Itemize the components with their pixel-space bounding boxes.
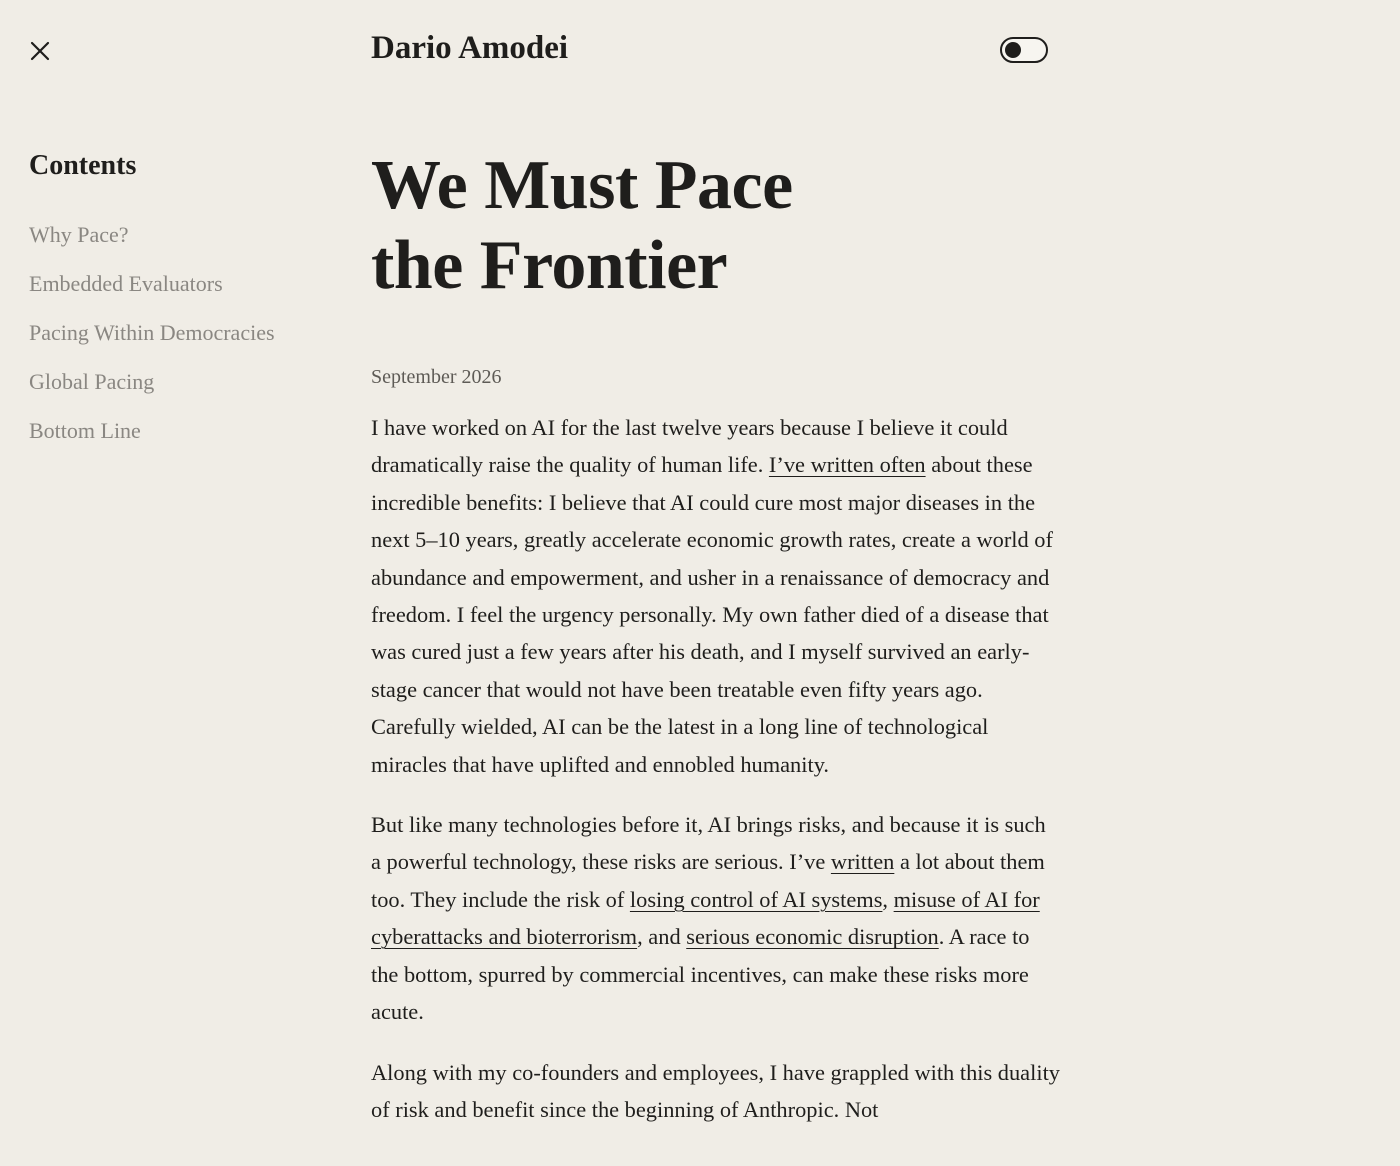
article-paragraph-1	[371, 409, 1061, 783]
toc-link-why-pace[interactable]: Why Pace?	[29, 222, 129, 247]
paragraph-text: But like many technologies before it, AI brings risks, and because it is such a powerful technology, these risks are serious. I’ve	[371, 812, 1046, 875]
link-misuse-of-ai[interactable]: misuse of AI for cyberattacks and bioterrorism	[371, 886, 1040, 950]
article-title: We Must Pace the Frontier	[371, 147, 793, 304]
toc-link-embedded-evaluators[interactable]: Embedded Evaluators	[29, 271, 223, 296]
paragraph-text: , and	[637, 924, 687, 950]
paragraph-text: ,	[882, 886, 894, 912]
toc-item	[29, 314, 279, 351]
paragraph-text: Along with my co-founders and employees, I have grappled with this duality of risk and benefit since the beginning of Anthropic. Not	[371, 1059, 1060, 1122]
site-title[interactable]: Dario Amodei	[371, 30, 569, 66]
link-losing-control[interactable]: losing control of AI systems	[629, 886, 883, 912]
paragraph-text: I have worked on AI for the last twelve years because I believe it could dramatically raise the quality of human life.	[371, 415, 1008, 478]
toc-item	[29, 265, 279, 302]
article-date: September 2026	[371, 366, 502, 388]
link-economic-disruption[interactable]: serious economic disruption	[686, 924, 939, 950]
link-ive-written-often[interactable]: I’ve written often	[768, 452, 926, 478]
toc-item	[29, 216, 279, 253]
toc-link-global-pacing[interactable]: Global Pacing	[29, 369, 155, 394]
toc-item	[29, 363, 279, 400]
article-paragraph-2	[371, 806, 1061, 1030]
toc-link-pacing-within-democracies[interactable]: Pacing Within Democracies	[29, 320, 275, 345]
paragraph-text: a lot about them too. They include the risk of	[371, 849, 1045, 912]
paragraph-text: about these incredible benefits: I believe that AI could cure most major diseases in the next 5–10 years, greatly accelerate economic growth rates, create a world of abundance and empowerment, and usher in a renaissance of democracy and freedom. I feel the urgency personally. My own father died of a disease that was cured just a few years after his death, and I myself survived an early-stage cancer that would not have been treatable even fifty years ago. Carefully wielded, AI can be the latest in a long line of technological miracles that have uplifted and ennobled humanity.	[371, 452, 1053, 777]
close-button[interactable]	[28, 39, 52, 63]
table-of-contents	[29, 146, 279, 461]
toc-item	[29, 412, 279, 449]
toc-list	[29, 216, 279, 449]
link-written[interactable]: written	[830, 849, 895, 875]
paragraph-text: . A race to the bottom, spurred by commercial incentives, can make these risks more acute.	[371, 924, 1030, 1025]
toc-heading: Contents	[29, 150, 137, 181]
close-icon	[28, 39, 52, 63]
article	[371, 146, 1061, 1128]
toggle-knob-icon	[1005, 42, 1021, 58]
theme-toggle[interactable]	[1000, 37, 1048, 63]
article-paragraph-3	[371, 1054, 1061, 1129]
toc-link-bottom-line[interactable]: Bottom Line	[29, 418, 141, 443]
